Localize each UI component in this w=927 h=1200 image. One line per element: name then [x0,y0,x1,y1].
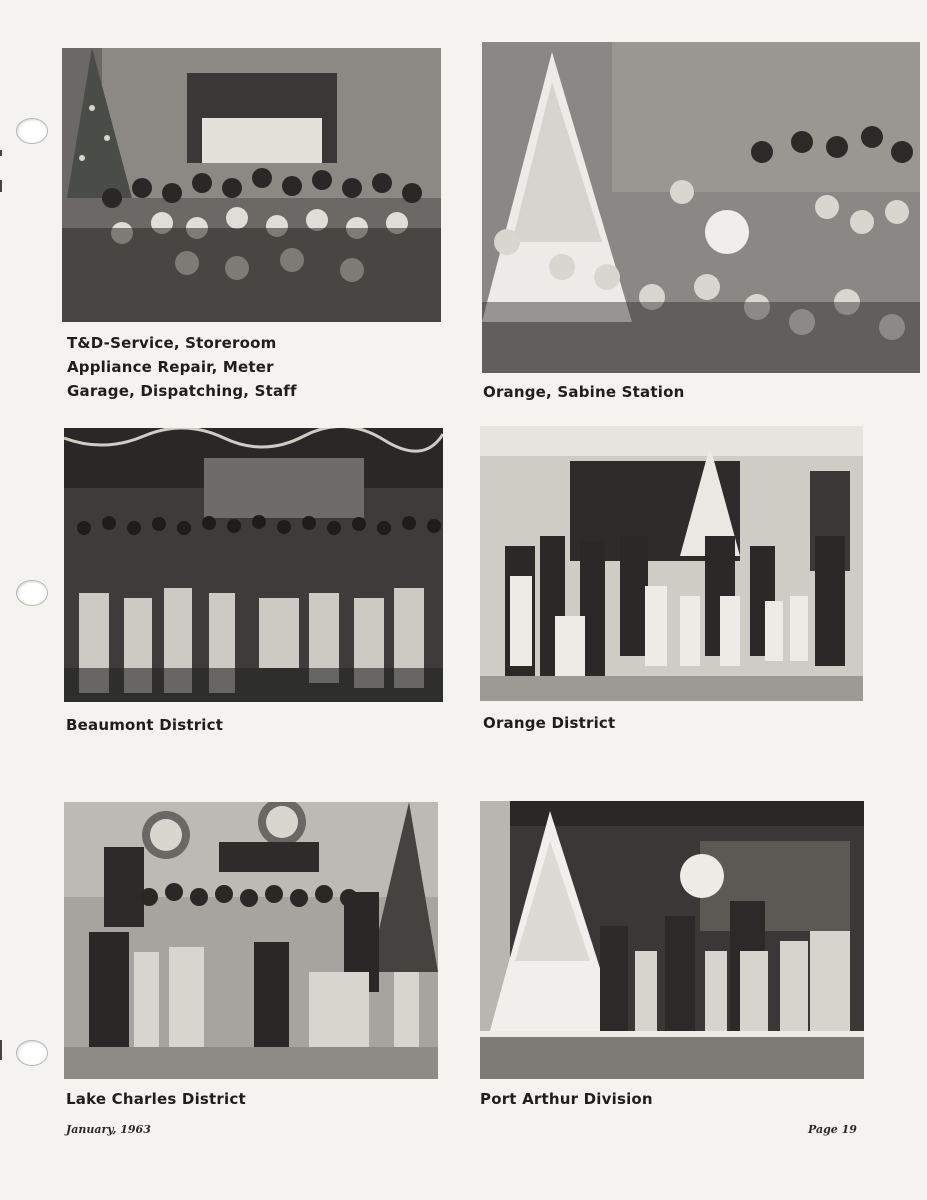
caption-line: Lake Charles District [66,1090,246,1108]
caption-line: Beaumont District [66,716,224,734]
photo-td-service-party [62,48,441,322]
photo-caption [483,711,615,735]
edge-mark [0,150,2,156]
photo-caption [483,380,684,404]
caption-line: Port Arthur Division [480,1090,653,1108]
binder-hole [16,118,48,144]
edge-mark [0,180,2,192]
photo-caption [67,331,297,403]
page-number: Page 19 [808,1123,857,1136]
caption-line: Appliance Repair, Meter [67,358,274,376]
photo-port-arthur-division [480,801,864,1079]
caption-line: Orange District [483,714,616,732]
footer-date: January, 1963 [66,1123,151,1136]
binder-hole [16,580,48,606]
photo-orange-district [480,426,863,701]
photo-lake-charles-district [64,802,438,1079]
binder-hole [16,1040,48,1066]
photo-caption [66,713,223,737]
caption-line: Orange, Sabine Station [483,383,685,401]
photo-orange-sabine-station [482,42,920,373]
caption-line: T&D-Service, Storeroom [67,334,277,352]
edge-mark [0,1040,2,1060]
photo-caption [66,1087,246,1111]
caption-line: Garage, Dispatching, Staff [67,382,297,400]
photo-beaumont-district [64,428,443,702]
photo-caption [480,1087,653,1111]
